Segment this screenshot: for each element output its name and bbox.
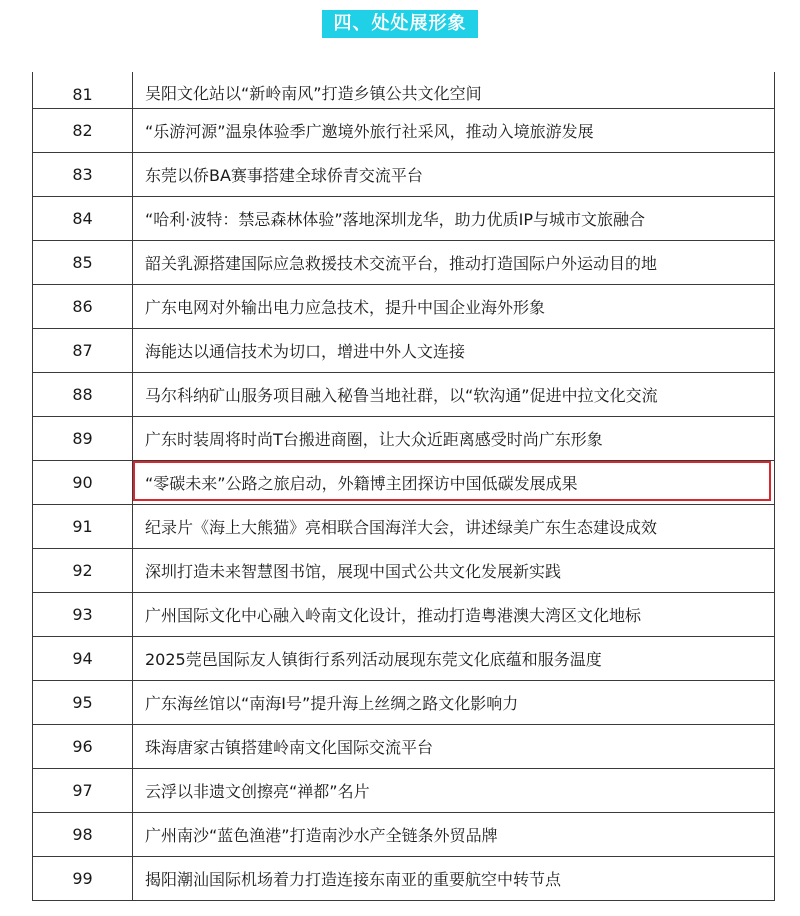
table-row — [33, 373, 775, 417]
row-title: 韶关乳源搭建国际应急救援技术交流平台，推动打造国际户外运动目的地 — [133, 241, 775, 285]
row-title: 深圳打造未来智慧图书馆，展现中国式公共文化发展新实践 — [133, 549, 775, 593]
table-row — [33, 197, 775, 241]
item-table-body — [33, 72, 775, 901]
row-number: 81 — [33, 72, 133, 109]
table-row — [33, 813, 775, 857]
row-title: 广州国际文化中心融入岭南文化设计，推动打造粤港澳大湾区文化地标 — [133, 593, 775, 637]
row-number: 98 — [33, 813, 133, 857]
table-row — [33, 681, 775, 725]
row-number: 89 — [33, 417, 133, 461]
table-row — [33, 109, 775, 153]
table-row — [33, 329, 775, 373]
row-number: 94 — [33, 637, 133, 681]
table-row — [33, 461, 775, 505]
table-row — [33, 72, 775, 109]
row-title: 纪录片《海上大熊猫》亮相联合国海洋大会，讲述绿美广东生态建设成效 — [133, 505, 775, 549]
table-row — [33, 285, 775, 329]
row-number: 82 — [33, 109, 133, 153]
row-number: 99 — [33, 857, 133, 901]
table-row — [33, 769, 775, 813]
table-row — [33, 549, 775, 593]
row-title: 广东海丝馆以“南海Ⅰ号”提升海上丝绸之路文化影响力 — [133, 681, 775, 725]
row-title: 揭阳潮汕国际机场着力打造连接东南亚的重要航空中转节点 — [133, 857, 775, 901]
row-title: 马尔科纳矿山服务项目融入秘鲁当地社群，以“软沟通”促进中拉文化交流 — [133, 373, 775, 417]
item-table-viewport — [32, 72, 775, 904]
table-row — [33, 153, 775, 197]
item-table — [32, 72, 775, 901]
row-number: 97 — [33, 769, 133, 813]
row-title: 广东时装周将时尚T台搬进商圈，让大众近距离感受时尚广东形象 — [133, 417, 775, 461]
row-title: 2025莞邑国际友人镇街行系列活动展现东莞文化底蕴和服务温度 — [133, 637, 775, 681]
row-title: 广东电网对外输出电力应急技术，提升中国企业海外形象 — [133, 285, 775, 329]
row-number: 86 — [33, 285, 133, 329]
row-number: 87 — [33, 329, 133, 373]
row-title: 海能达以通信技术为切口，增进中外人文连接 — [133, 329, 775, 373]
row-title: “乐游河源”温泉体验季广邀境外旅行社采风，推动入境旅游发展 — [133, 109, 775, 153]
row-number: 90 — [33, 461, 133, 505]
table-row — [33, 637, 775, 681]
row-title: 珠海唐家古镇搭建岭南文化国际交流平台 — [133, 725, 775, 769]
row-number: 93 — [33, 593, 133, 637]
row-title: 广州南沙“蓝色渔港”打造南沙水产全链条外贸品牌 — [133, 813, 775, 857]
row-title: 东莞以侨BA赛事搭建全球侨青交流平台 — [133, 153, 775, 197]
row-title: 云浮以非遗文创擦亮“禅都”名片 — [133, 769, 775, 813]
row-number: 92 — [33, 549, 133, 593]
section-title: 四、处处展形象 — [322, 10, 478, 38]
table-row — [33, 857, 775, 901]
table-row — [33, 505, 775, 549]
table-row — [33, 241, 775, 285]
table-row — [33, 593, 775, 637]
row-title: “哈利·波特：禁忌森林体验”落地深圳龙华，助力优质IP与城市文旅融合 — [133, 197, 775, 241]
row-number: 91 — [33, 505, 133, 549]
row-number: 84 — [33, 197, 133, 241]
row-number: 85 — [33, 241, 133, 285]
row-title: 吴阳文化站以“新岭南风”打造乡镇公共文化空间 — [133, 72, 775, 109]
row-number: 95 — [33, 681, 133, 725]
row-number: 88 — [33, 373, 133, 417]
table-row — [33, 725, 775, 769]
row-number: 83 — [33, 153, 133, 197]
table-row — [33, 417, 775, 461]
row-title: “零碳未来”公路之旅启动，外籍博主团探访中国低碳发展成果 — [133, 461, 775, 505]
row-number: 96 — [33, 725, 133, 769]
